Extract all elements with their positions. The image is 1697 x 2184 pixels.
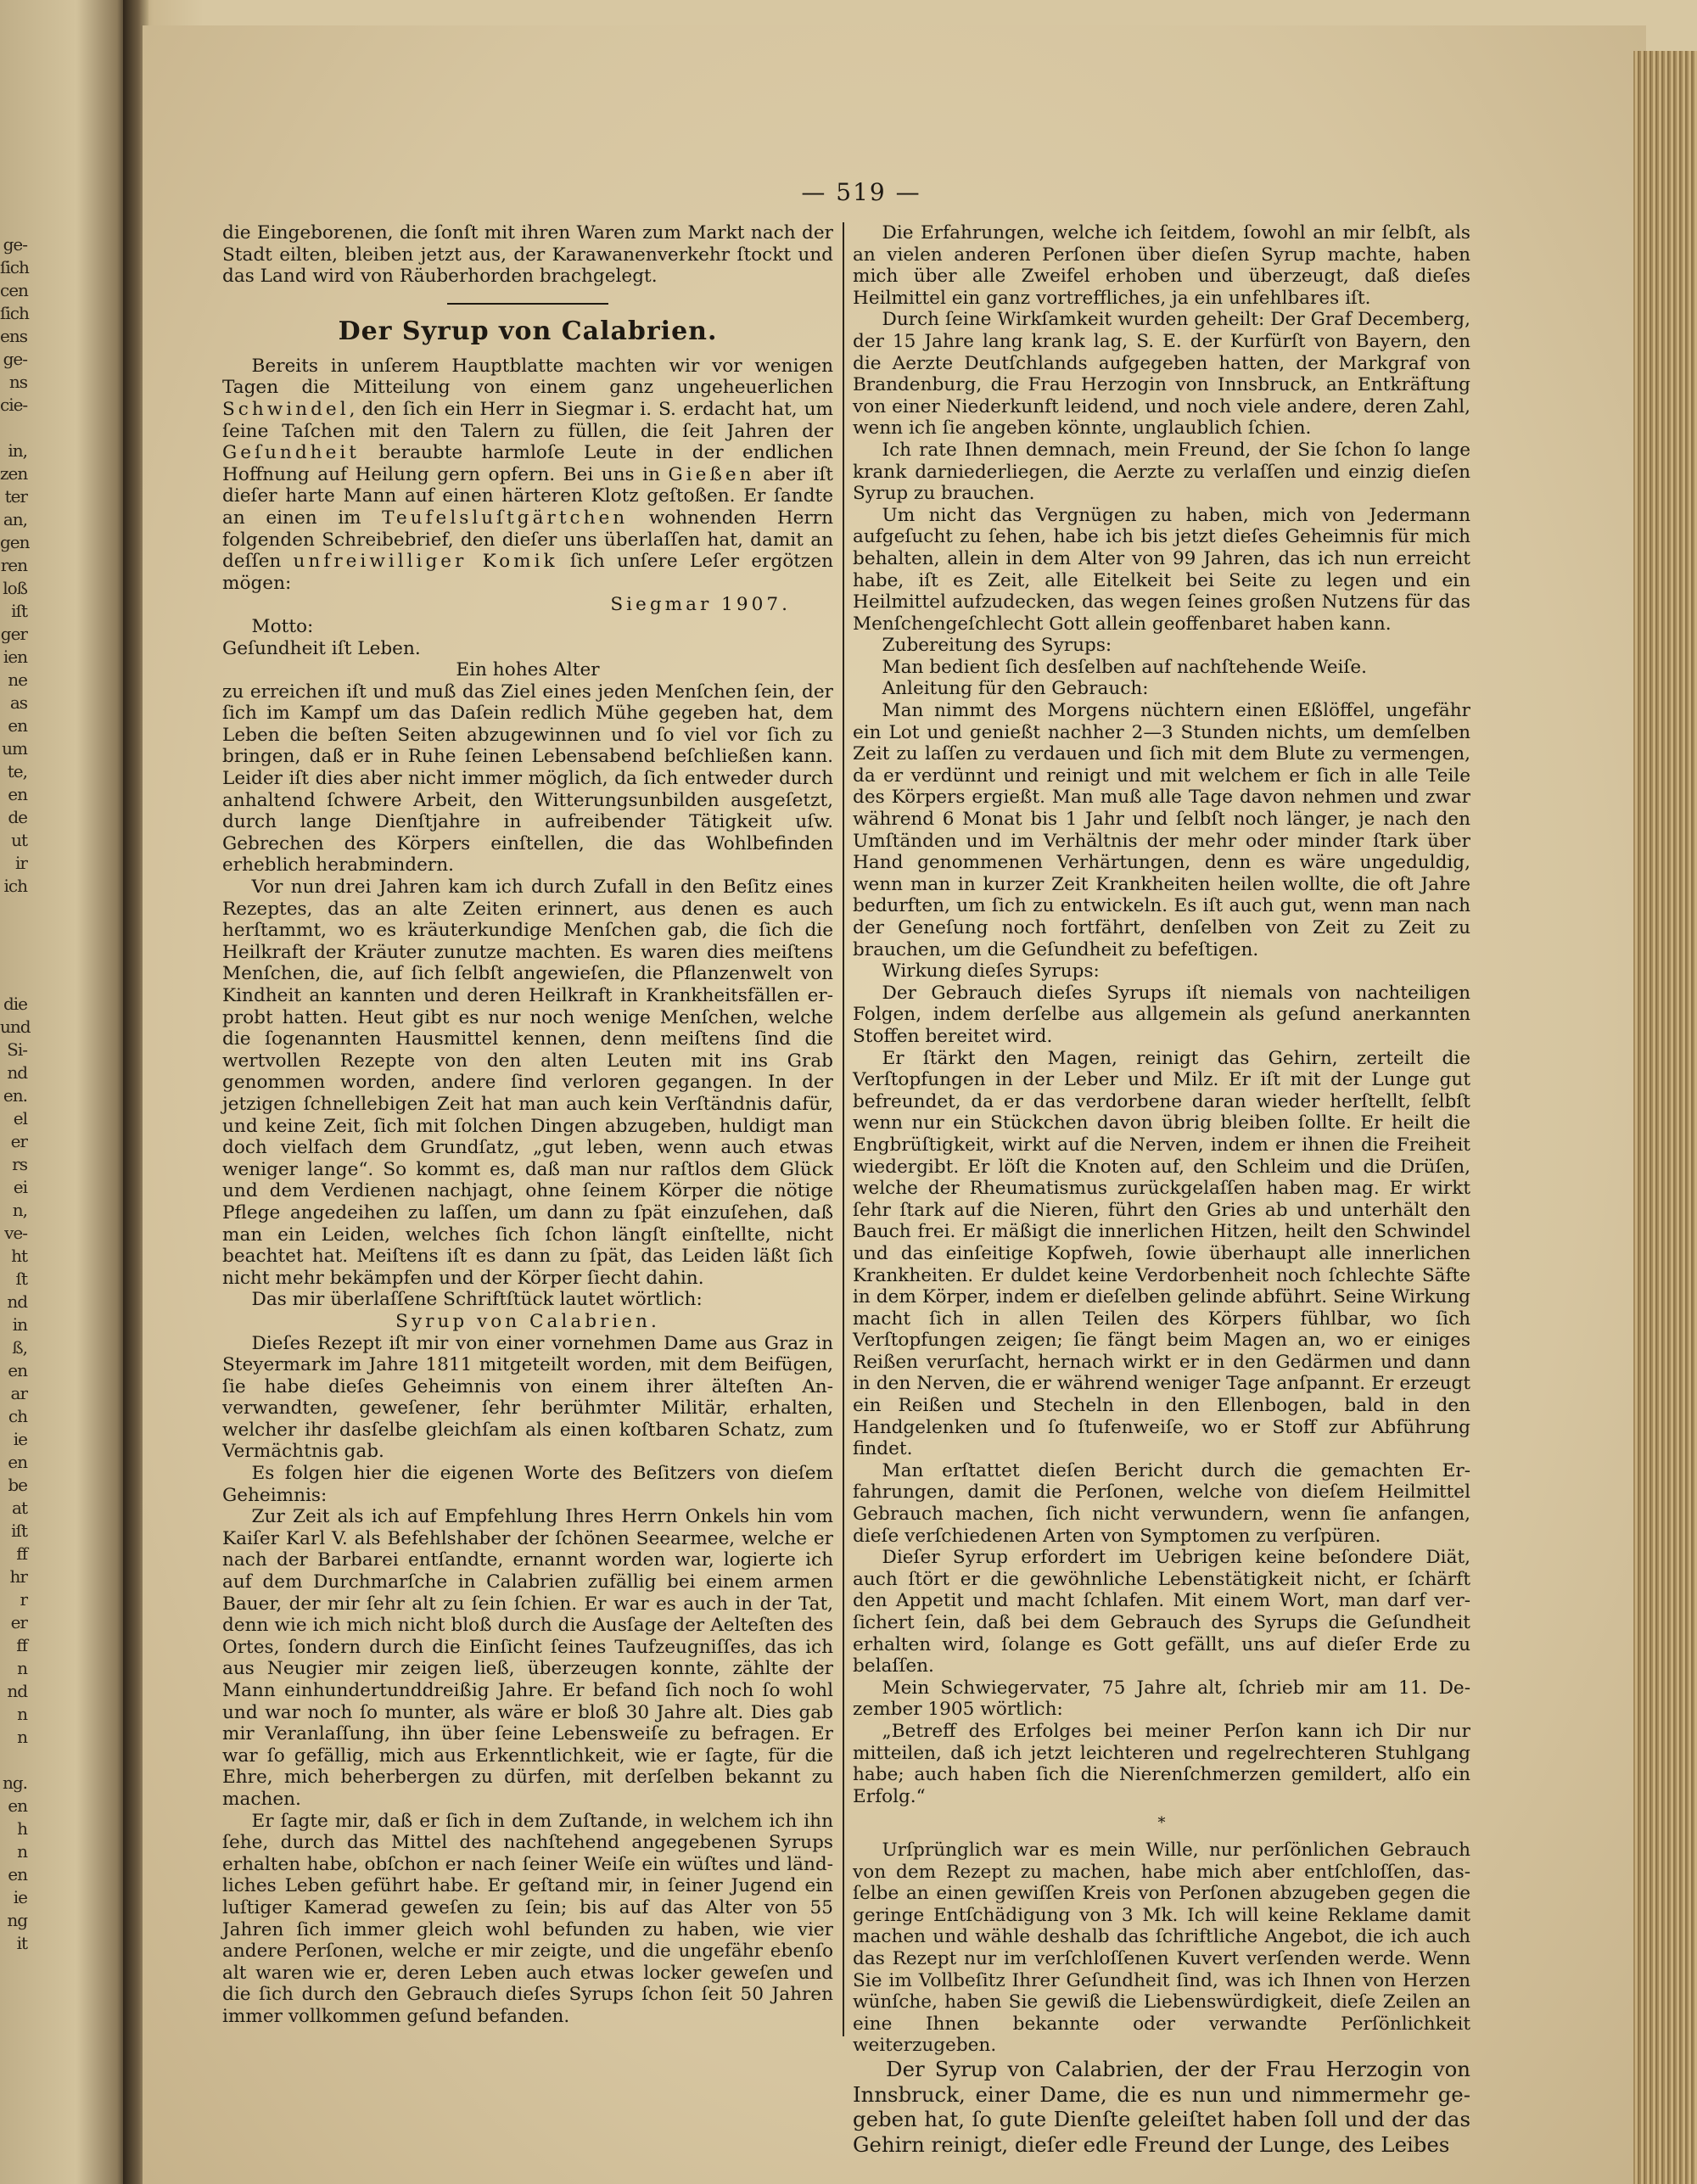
letter-paragraph: Dieſes Rezept iſt mir von einer vornehmen Dame aus Graz in Steyermark im Jahre 1811 mitgeteilt worden, mit dem Beifügen, ſie habe dieſes Geheimnis von einem ihrer älteſten Anverwandten, geweſener, ſehr berühmter Militär, erhalten, welcher ihr dasſelbe gleichſam als einen koſtbaren Schatz, zum Vermächtnis gab. <box>222 1332 833 1463</box>
letter-paragraph: Man erſtattet dieſen Bericht durch die gemachten Erfahrungen, damit die Perſonen, welche von dieſem Heilmittel Gebrauch machen, ſich nicht verwundern, wenn ſie anfangen, dieſe verſchiedenen Arten von Symptomen zu verſpüren. <box>853 1459 1470 1547</box>
left-page-fragment: en <box>8 784 27 804</box>
letter-paragraph: Urſprünglich war es mein Wille, nur perſönlichen Gebrauch von dem Rezept zu machen, habe mich aber entſchloſſen, dasſelbe an einen gewiſſen Kreis von Perſonen abzugeben gegen die geringe Entſchädigung von 3 Mk. Ich will keine Reklame damit machen und wähle deshalb das ſchriftliche Angebot, die ich auch das Rezept nur im verſchloſſenen Kuvert verſenden werde. Wenn Sie im Vollbeſitz Ihrer Geſundheit ſind, was ich Ihnen von Herzen wünſche, haben Sie gewiß die Liebenswürdigkeit, dieſe Zeilen an eine Ihnen bekannte oder verwandte Perſönlichkeit weiterzugeben. <box>853 1839 1470 2057</box>
left-page-fragment: at <box>12 1498 27 1518</box>
section-rule <box>447 303 608 305</box>
spaced-word: unfreiwilliger Komik <box>293 551 558 573</box>
left-page-fragment: nd <box>7 1062 27 1083</box>
subheading-zubereitung: Zubereitung des Syrups: <box>882 635 1112 657</box>
left-page-fragment: Si- <box>7 1039 27 1060</box>
left-page-fragment: ich <box>3 876 27 896</box>
left-page-fragment: nd <box>7 1681 27 1701</box>
left-page-fragment: in, <box>8 440 27 461</box>
left-page-fragment: ut <box>11 830 27 850</box>
letter-paragraph: Vor nun drei Jahren kam ich durch Zufall in den Beſitz eines Rezeptes, das an alte Zeiten erinnert, aus denen es auch herſtammt, wo es kräuterkundige Menſchen gab, die ſich die Heilkraft der Kräuter zunutze machten. Es waren dies meiſtens Menſchen, die, auf ſich ſelbſt angewieſen, die Pflanzenwelt von Kindheit an kannten und deren Heilkraft in Krankheitsfällen erprobt hatten. Heut gibt es nur noch wenige Menſchen, welche die ſogenannten Hausmittel kennen, denn meiſtens ſind die wertvollen Rezepte von den alten Leuten mit ins Grab genommen worden, andere ſind verloren gegangen. In der jetzigen ſchnellebigen Zeit hat man auch kein Verſtändnis dafür, und keine Zeit, ſich mit ſolchen Dingen abzugeben, huldigt man doch vielfach dem Grundſatz, „gut leben, wenn auch etwas weniger lange“. So kommt es, daß man nur raſtlos dem Glück und dem Verdienen nachjagt, ohne ſeinem Körper die nötige Pflege angedeihen zu laſſen, um dann zu ſpät einzuſehen, daß man ein Leiden, welches ſich ſchon längſt einſtellte, nicht beachtet hat. Meiſtens iſt es dann zu ſpät, das Leiden läßt ſich nicht mehr bekämpfen und der Körper ſiecht dahin. <box>222 876 833 1289</box>
closing-paragraph: Der Syrup von Calabrien, der der Frau Herzogin von Innsbruck, einer Dame, die es nun und nimmermehr gegeben hat, ſo gute Dienſte geleiſtet haben ſoll und der das Gehirn reinigt, dieſer edle Freund der Lunge, des Leibes <box>853 2056 1470 2158</box>
motto-text: Geſundheit iſt Leben. <box>222 637 421 659</box>
left-page-fragment: cie- <box>0 395 28 415</box>
left-page-fragment: und <box>0 1016 31 1037</box>
book-page-edges <box>1633 51 1697 2184</box>
subheading-syrup: Syrup von Calabrien. <box>395 1310 660 1332</box>
article-heading: Der Syrup von Calabrien. <box>338 316 718 346</box>
left-page-fragment: an, <box>3 509 27 529</box>
left-page-fragment: as <box>9 692 27 713</box>
left-page-fragment: ns <box>8 372 27 392</box>
left-page-fragment: en <box>8 715 27 736</box>
letter-paragraph: Es folgen hier die eigenen Worte des Beſitzers von dieſem Geheimnis: <box>222 1463 833 1506</box>
text-run: , den ſich ein Herr in Siegmar i. S. erdacht hat, um ſeine Taſchen mit den Talern zu füllen, die ſeit Jahren der <box>222 398 833 442</box>
left-page-fragment: ie <box>13 1887 27 1907</box>
letter-paragraph: zu erreichen iſt und muß das Ziel eines jeden Menſchen ſein, der ſich im Kampf um das Daſein redlich Mühe gegeben hat, dem Leben die beſten Seiten abzugewinnen und ſo viel vor ſich zu bringen, daß er in Ruhe ſeinen Lebensabend beſchließen kann. Leider iſt dies aber nicht immer möglich, da ſich entweder durch anhaltend ſchwere Arbeit, den Witterungsunbilden ausgeſetzt, durch lange Dienſtjahre in aufreibender Tätigkeit uſw. Gebrechen des Körpers einſtellen, die das Wohlbefinden erheblich herabmindern. <box>222 680 833 876</box>
left-page-fragment: um <box>2 738 27 759</box>
quote-paragraph: „Betreff des Erfolges bei meiner Perſon kann ich Dir nur mitteilen, daß ich jetzt leichteren und regelrechteren Stuhlgang habe; auch haben ſich die Nierenſchmerzen gemildert, alſo ein Erfolg.“ <box>853 1720 1470 1807</box>
spaced-word: Schwindel <box>222 398 350 420</box>
left-page-fragment: ter <box>4 486 27 507</box>
left-page-fragment: die <box>3 994 27 1014</box>
left-page-fragment: n <box>17 1841 27 1862</box>
left-page-fragment: zen <box>0 463 28 484</box>
left-page-fragment: en. <box>3 1085 27 1106</box>
left-page-fragment: en <box>8 1452 27 1472</box>
lead-paragraph <box>222 356 833 595</box>
left-page-fragment: en <box>8 1864 27 1884</box>
spaced-word: Geſundheit <box>222 442 360 464</box>
left-page-fragment: ve- <box>4 1223 27 1243</box>
text-run: beraubte harmloſe Leute in der endlichen Hoffnung auf Heilung gern opfern. Bei uns in <box>222 442 833 485</box>
left-page-fragment: ne <box>8 669 27 690</box>
letter-paragraph: Zur Zeit als ich auf Empfehlung Ihres Herrn Onkels hin vom Kaiſer Karl V. als Befehlshaber der ſchönen Seearmee, welche er nach der Barbarei entſandte, ernannt worden war, logierte ich auf dem Durchmarſche in Calabrien zufällig bei einem armen Bauer, der mir ſehr alt zu ſein ſchien. Er war es auch in der Tat, denn wie ich mich nicht bloß durch die Ausſage der Aelteſten des Ortes, ſondern durch die Einſicht ſeines Taufzeugniſſes, das ich aus Neugier mir zeigen ließ, überzeugen konnte, zählte der Mann einhundertunddreißig Jahre. Er befand ſich noch ſo wohl und war noch ſo munter, als wäre er bloß 30 Jahre alt. Dies gab mir Veranlaſſung, ihn über ſeine Lebensweiſe zu befragen. Er war ſo gefällig, mich aus Erkenntlichkeit, wie er ſagte, für die Ehre, mich beherbergen zu dürfen, mit derſelben bekannt zu machen. <box>222 1506 833 1810</box>
left-page-fragment: n, <box>12 1200 27 1220</box>
left-page-fragment: en <box>8 1360 27 1380</box>
left-page-fragment: el <box>13 1108 27 1128</box>
left-page-fragment: hr <box>9 1566 27 1587</box>
letter-paragraph: Das mir überlaſſene Schriftſtück lautet wörtlich: <box>251 1289 703 1311</box>
left-page-fragment: ens <box>0 326 27 346</box>
motto-label: Motto: <box>251 615 314 637</box>
left-page-fragment: ch <box>8 1406 27 1426</box>
left-page-fragment: ß, <box>12 1337 27 1358</box>
left-page-fragment: er <box>10 1612 27 1632</box>
left-page-fragment: ſt <box>15 1268 27 1289</box>
left-page-fragment: n <box>17 1658 27 1678</box>
left-page-fragment: ge- <box>3 234 27 255</box>
spaced-word: Teufelsluſtgärtchen <box>382 507 629 529</box>
left-page-fragment: ng <box>7 1910 27 1930</box>
letter-paragraph: Ich rate Ihnen demnach, mein Freund, der Sie ſchon ſo lange krank darniederliegen, die Aerzte zu verlaſſen und einzig dieſen Syrup zu brauchen. <box>853 439 1470 505</box>
left-page-fragment: ht <box>11 1246 27 1266</box>
letter-paragraph: Durch ſeine Wirkſamkeit wurden geheilt: Der Graf Decemberg, der 15 Jahre lang krank lag, S. E. der Kurfürſt von Bayern, den die Aerzte Deutſchlands aufgegeben hatten, der Markgraf von Brandenburg, die Frau Herzogin von Innsbruck, an Entkräftung von einer Niederkunft leidend, und noch viele andere, deren Zahl, wenn ich ſie angeben könnte, unglaublich ſchien. <box>853 309 1470 440</box>
left-page-fragment: n <box>17 1727 27 1747</box>
left-page-fragment: ir <box>15 853 27 873</box>
left-page-fragment: en <box>8 1795 27 1816</box>
left-page-fragment: loß <box>3 578 27 598</box>
text-run: wohnenden Herrn folgenden Schreibebrief, den dieſer uns überlaſſen hat, damit an deſſen <box>222 507 834 573</box>
section-star: * <box>1157 1814 1166 1833</box>
subheading-alter: Ein hohes Alter <box>456 659 600 681</box>
left-page-fragment: nd <box>7 1291 27 1312</box>
left-page-fragment: r <box>20 1589 27 1610</box>
subheading-anleitung: Anleitung für den Gebrauch: <box>882 678 1149 700</box>
left-page-fragment: h <box>17 1818 27 1839</box>
left-page-fragment: in <box>12 1314 27 1335</box>
left-page-fragment: er <box>10 1131 27 1151</box>
left-page-fragment: iſt <box>11 1520 27 1541</box>
text-run: ſich unſere Leſer ergötzen mögen: <box>222 551 833 594</box>
left-page-fragment: de <box>8 807 27 827</box>
text-run: Bereits in unſerem Hauptblatte machten wir vor wenigen Tagen die Mitteilung von einem ganz ungeheuerlichen <box>222 355 833 399</box>
text-run: aber iſt dieſer harte Mann auf einen härteren Klotz geſtoßen. Er ſandte an einen im <box>222 463 833 529</box>
left-column <box>222 222 833 2028</box>
left-page-fragment: ſich <box>0 303 29 323</box>
letter-paragraph: Man nimmt des Morgens nüchtern einen Eßlöffel, ungefähr ein Lot und genießt nachher 2—3 Stunden nichts, um demſelben Zeit zu laſſen zu verdauen und ſich mit dem Blute zu vermengen, da er verdünnt und reinigt und mit welchem er ſich in alle Teile des Körpers ergießt. Man muß alle Tage davon nehmen und zwar während 6 Monat bis 1 Jahr und ſelbſt noch länger, je nach den Umſtänden und im Verhältnis der mehr oder minder ſtark über Hand genommenen Verhärtungen, denn es wäre ungeduldig, wenn man in kurzer Zeit Krankheiten heilen wollte, die oft Jahre bedurften, um ſich zu entwickeln. Es iſt auch gut, wenn man nach der Geneſung noch fortfährt, denſelben von Zeit zu Zeit zu brauchen, um die Geſundheit zu befeſtigen. <box>853 700 1470 960</box>
letter-paragraph: Er ſtärkt den Magen, reinigt das Gehirn, zerteilt die Verſtopfungen in der Leber und Milz. Er iſt mit der Lunge gut befreundet, da er das verdorbene daran wieder herſtellt, ſelbſt wenn nur ein Stückchen davon übrig bleiben ſollte. Er heilt die Engbrüſtigkeit, wirkt auf die Nerven, indem er ihnen die Freiheit wiedergibt. Er löſt die Knoten auf, den Schleim und die Drüſen, welche der Rheumatismus zurückgelaſſen haben mag. Er wirkt ſehr ſtark auf die Nieren, führt den Gries ab und unterhält den Bauch frei. Er mäßigt die innerlichen Hitzen, heilt den Schwindel und das einſeitige Kopfweh, ſowie überhaupt alle innerlichen Krankheiten. Er duldet keine Verdorbenheit noch ſchlechte Säfte in dem Körper, indem er dieſelben gelinde abführt. Seine Wirkung macht ſich in allen Teilen des Körpers fühlbar, wo ſich Verſtopfungen zeigen; ſie fängt beim Magen an, wo er einiges Reißen verurſacht, hernach wirkt er in den Gedärmen und dann in den Nerven, die er während weniger Tage anſpannt. Er erzeugt ein Reißen und Stecheln in den Ellenbogen, bald in den Handgelenken und ſo ſtufenweiſe, wo er Stoff zur Abführung findet. <box>853 1047 1470 1460</box>
left-page-fragment: be <box>8 1475 27 1495</box>
right-column <box>853 222 1470 2158</box>
subheading-wirkung: Wirkung dieſes Syrups: <box>882 960 1100 983</box>
left-page-fragment: ng. <box>2 1772 27 1793</box>
letter-paragraph: Dieſer Syrup erfordert im Uebrigen keine beſondere Diät, auch ſtört er die gewöhnliche Lebenstätigkeit nicht, er ſchärft den Appetit und macht ſchlafen. Mit einem Wort, man darf verſichert ſein, daß bei dem Gebrauch des Syrups die Geſundheit erhalten wird, ſolange es Gott gefällt, uns auf dieſer Erde zu belaſſen. <box>853 1547 1470 1677</box>
left-page-fragment: ien <box>3 647 27 667</box>
left-page-fragment: ar <box>10 1383 27 1403</box>
intro-paragraph: die Eingeborenen, die ſonſt mit ihren Waren zum Markt nach der Stadt eilten, bleiben jetzt aus, der Karawanenverkehr ſtockt und das Land wird von Räuberhorden brachgelegt. <box>222 222 833 288</box>
letter-paragraph: Um nicht das Vergnügen zu haben, mich von Jedermann aufgeſucht zu ſehen, habe ich bis jetzt dieſes Geheimnis für mich behalten, allein in dem Alter von 99 Jahren, das ich nun erreicht habe, iſt es Zeit, alle Eitelkeit bei Seite zu legen und ein Heilmittel aufzudecken, das wegen ſeines großen Nutzens für das Menſchengeſchlecht Gott allein geoffenbaret haben kann. <box>853 504 1470 635</box>
left-page-fragment: ge- <box>3 349 27 369</box>
letter-paragraph: Er ſagte mir, daß er ſich in dem Zuſtande, in welchem ich ihn ſehe, durch das Mittel des nachſtehend angegebenen Syrups erhalten habe, obſchon er nach ſeiner Weiſe ein wüſtes und ländliches Leben geführt habe. Er geſtand mir, in ſeiner Jugend ein luſtiger Kamerad geweſen zu ſein; bis auf das Alter von 55 Jahren ſich immer gleich wohl befunden zu haben, wie vier andere Perſonen, welche er mir zeigte, und die ungefähr ebenſo alt waren wie er, deren Leben auch etwas locker geweſen und die ſich durch den Gebrauch dieſes Syrups ſchon ſeit 50 Jahren immer vollkommen geſund befanden. <box>222 1810 833 2027</box>
left-page-fragment: n <box>17 1704 27 1724</box>
left-page-fragment: te, <box>7 761 27 781</box>
left-page-fragment: rs <box>12 1154 27 1174</box>
left-page-fragment: gen <box>0 532 30 552</box>
left-page-fragment: ren <box>0 555 27 575</box>
page-number: — 519 — <box>801 178 921 206</box>
column-divider <box>843 222 844 2036</box>
left-page-fragment: ff <box>16 1543 27 1564</box>
letter-paragraph: Die Erfahrungen, welche ich ſeitdem, ſowohl an mir ſelbſt, als an vielen anderen Perſonen über dieſen Syrup machte, haben mich über alle Zweifel erhoben und überzeugt, daß dieſes Heilmittel ein ganz vortreffliches, ja ein unfehlbares iſt. <box>853 222 1470 309</box>
left-page-fragment: it <box>16 1933 27 1953</box>
spaced-word: Gießen <box>668 463 755 485</box>
left-page-fragment: ie <box>13 1429 27 1449</box>
left-page-fragment: ei <box>13 1177 27 1197</box>
letter-place-date: Siegmar 1907. <box>610 594 791 616</box>
left-page-fragment: ſich <box>0 257 29 277</box>
letter-paragraph: Mein Schwiegervater, 75 Jahre alt, ſchrieb mir am 11. Dezember 1905 wörtlich: <box>853 1677 1470 1721</box>
letter-paragraph: Man bedient ſich desſelben auf nachſtehende Weiſe. <box>882 656 1368 678</box>
left-page-fragment: iſt <box>11 601 27 621</box>
left-page-fragment: ff <box>16 1635 27 1655</box>
left-page-fragment: ger <box>0 624 27 644</box>
left-page-fragment: cen <box>0 280 28 300</box>
letter-paragraph: Der Gebrauch dieſes Syrups iſt niemals von nachteiligen Folgen, indem derſelbe aus allgemein als geſund anerkannten Stoffen bereitet wird. <box>853 982 1470 1047</box>
